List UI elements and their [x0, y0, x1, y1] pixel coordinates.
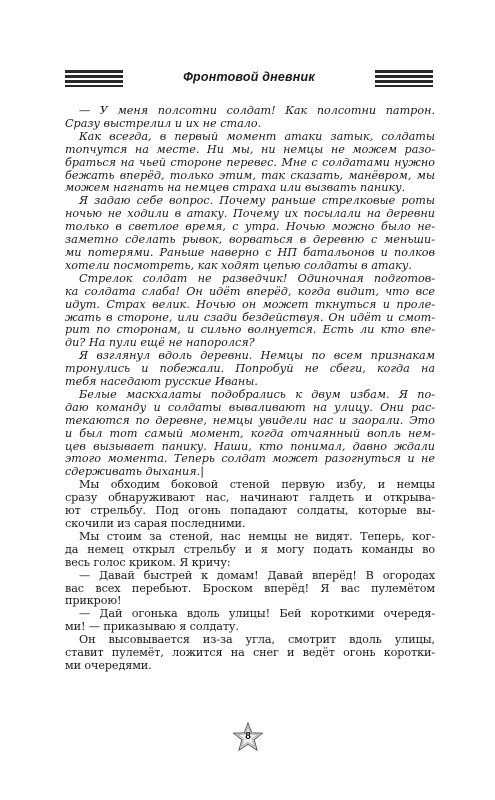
text-line: Белые маскхалаты подобрались к двум избам. Я по- — [79, 387, 435, 401]
text-line: цев вызывает панику. Наши, кто понимал, давно ждали — [65, 439, 435, 453]
paragraph — [65, 634, 435, 673]
text-line: текаются по деревне, немцы увидели нас и заорали. Это — [65, 413, 435, 427]
text-line: сразу обнаруживают нас, начинают галдеть и открыва- — [65, 491, 435, 505]
text-line: ставит пулемёт, ложится на снег и ведёт огонь коротки- — [65, 646, 435, 660]
paragraph — [65, 531, 435, 570]
text-line: сдерживать дыхания.| — [65, 465, 204, 479]
text-line: жать в стороне, или сзади бездействуя. Он идёт и смот- — [65, 310, 435, 324]
paragraph — [65, 608, 435, 634]
text-line: топчутся на месте. Ни мы, ни немцы не можем разо- — [65, 142, 435, 156]
text-line: этого момента. Теперь солдат может разогнуться и не — [65, 452, 435, 466]
text-line: тебя наседают русские Иваны. — [65, 375, 258, 389]
text-line: ми потерями. Раньше наверно с НП батальонов и полков — [65, 245, 435, 259]
text-line: хотели посмотреть, как ходят цепью солдаты в атаку. — [65, 258, 412, 272]
text-line: ми очередями. — [65, 658, 152, 672]
text-line: тронулись и побежали. Попробуй не сбеги, когда на — [65, 362, 435, 376]
text-line: можем нагнать на немцев страха или вызвать панику. — [65, 181, 406, 195]
text-line: — Дай огонька вдоль улицы! Бей короткими очередя- — [79, 607, 435, 621]
paragraph — [65, 479, 435, 531]
text-line: и был тот самый момент, когда отчаянный вопль нем- — [65, 426, 435, 440]
body-text — [65, 105, 435, 673]
paragraph — [65, 350, 435, 389]
text-line: ми! — приказываю я солдату. — [65, 620, 239, 634]
header-title: Фронтовой дневник — [183, 70, 315, 84]
text-line: прикрою! — [65, 594, 122, 608]
text-line: идут. Страх велик. Ночью он может ткнуться и проле- — [65, 297, 435, 311]
paragraph — [65, 105, 435, 131]
page-number: 8 — [245, 731, 251, 742]
paragraph — [65, 389, 435, 479]
text-line: ночью не ходили в атаку. Почему их посылали на деревни — [65, 207, 435, 221]
text-line: рит по сторонам, и сильно волнуется. Есть ли кто впе- — [65, 323, 435, 337]
running-header — [65, 64, 433, 94]
text-line: вас всех перебьют. Броском вперёд! Я вас пулемётом — [65, 581, 435, 595]
text-line: бежать вперёд, только этим, так сказать, манёвром, мы — [65, 168, 435, 182]
text-line: Он высовывается из-за угла, смотрит вдоль улицы, — [79, 633, 435, 647]
text-line: Я задаю себе вопрос. Почему раньше стрелковые роты — [79, 194, 435, 208]
header-stripes-right — [375, 70, 433, 89]
text-line: только в светлое время, с утра. Ночью можно было не- — [65, 220, 435, 234]
text-line: Стрелок солдат не разведчик! Одиночная подготов- — [79, 271, 435, 285]
text-line: Мы стоим за стеной, нас немцы не видят. Теперь, ког- — [79, 529, 435, 543]
header-stripes-left — [65, 70, 123, 89]
text-line: Сразу выстрелил и их не стало. — [65, 116, 262, 130]
text-line: — Давай быстрей к домам! Давай вперёд! В огородах — [79, 568, 435, 582]
text-line: весь голос криком. Я кричу: — [65, 555, 231, 569]
text-line: Мы обходим боковой стеной первую избу, и немцы — [79, 478, 435, 492]
text-line: — У меня полсотни солдат! Как полсотни патрон. — [79, 104, 435, 117]
text-line: ка солдата слаба! Он идёт вперёд, когда видит, что все — [65, 284, 435, 298]
text-line: ют стрельбу. Под огонь попадают солдаты, которые вы- — [65, 504, 435, 518]
text-line: ди? На пули ещё не напоролся? — [65, 336, 255, 350]
page-footer — [0, 722, 495, 752]
text-line: Я взглянул вдоль деревни. Немцы по всем признакам — [79, 349, 435, 363]
paragraph — [65, 131, 435, 196]
text-line: даю команду и солдаты вываливают на улицу. Они рас- — [65, 400, 435, 414]
text-line: браться на чьей стороне перевес. Мне с солдатами нужно — [65, 155, 435, 169]
paragraph — [65, 195, 435, 272]
text-line: заметно сделать рывок, ворваться в деревню с меньши- — [65, 233, 435, 247]
paragraph — [65, 273, 435, 350]
text-line: скочили из сарая последними. — [65, 517, 246, 530]
text-line: да немец открыл стрельбу и я могу подать команды во — [65, 542, 435, 556]
paragraph — [65, 570, 435, 609]
text-line: Как всегда, в первый момент атаки затык, солдаты — [79, 129, 435, 143]
